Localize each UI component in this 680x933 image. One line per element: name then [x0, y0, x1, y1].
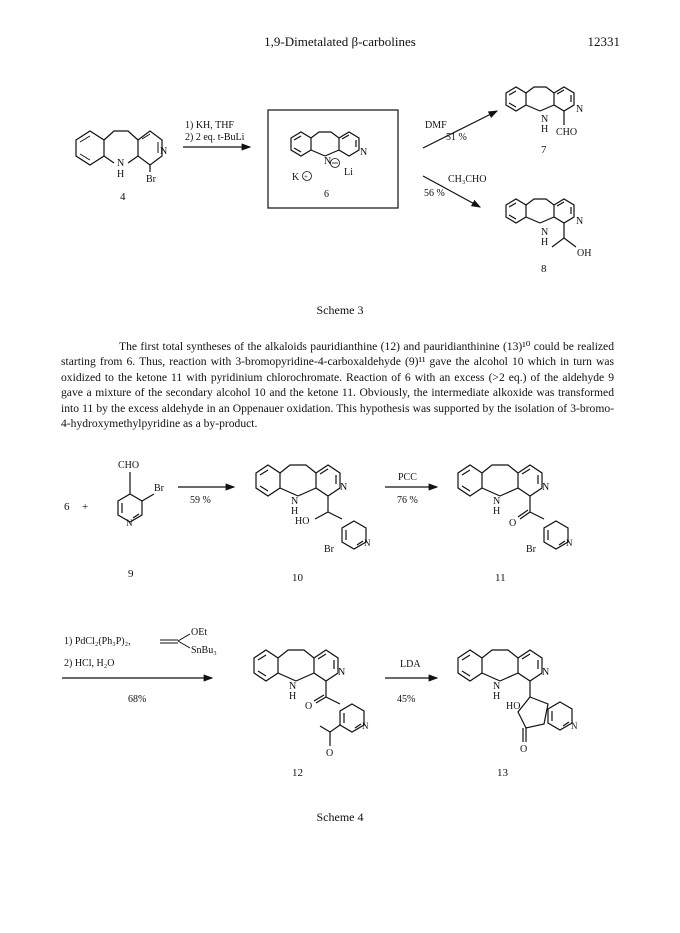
reagent-pcc: PCC: [398, 472, 417, 483]
yield: 51 %: [446, 132, 467, 143]
atom-h: H: [541, 237, 549, 248]
group-snbu3: SnBu₃: [191, 645, 217, 656]
atom-li: Li: [344, 167, 353, 178]
compound-label-7: 7: [541, 144, 547, 156]
scheme-4-caption: Scheme 4: [316, 810, 364, 824]
atom-n: N: [493, 681, 501, 692]
atom-h: H: [541, 124, 549, 135]
atom-o: O: [305, 701, 313, 712]
atom-n: N: [566, 538, 573, 548]
scheme-3-caption: Scheme 3: [316, 303, 364, 317]
reagent-dmf: DMF: [425, 120, 447, 131]
atom-n: N: [360, 147, 368, 158]
page-number: 12331: [587, 34, 620, 49]
compound-label-10: 10: [292, 572, 303, 584]
atom-n: N: [340, 482, 348, 493]
atom-o: O: [326, 748, 334, 759]
scheme-4: [0, 440, 680, 800]
atom-o: O: [509, 518, 517, 529]
atom-n: N: [324, 156, 332, 167]
group-cho: CHO: [118, 460, 140, 471]
atom-n: N: [576, 216, 584, 227]
group-oet: OEt: [191, 627, 208, 638]
atom-n: N: [291, 496, 299, 507]
atom-br: Br: [154, 483, 164, 494]
atom-h: H: [493, 691, 501, 702]
yield: 68%: [128, 694, 147, 705]
atom-n: N: [160, 146, 168, 157]
scheme-3: [0, 0, 680, 305]
group-cho: CHO: [556, 127, 578, 138]
atom-k: K: [292, 172, 300, 183]
atom-h: H: [289, 691, 297, 702]
atom-br: Br: [324, 544, 334, 555]
atom-h: H: [291, 506, 299, 517]
atom-n: N: [541, 114, 549, 125]
compound-label-11: 11: [495, 572, 506, 584]
reagent-line: 2) 2 eq. t-BuLi: [185, 132, 245, 143]
atom-ho: HO: [295, 516, 310, 527]
atom-h: H: [493, 506, 501, 517]
atom-n: N: [364, 538, 371, 548]
atom-n: N: [362, 721, 369, 731]
compound-label-12: 12: [292, 767, 303, 779]
atom-n: N: [576, 104, 584, 115]
yield: 45%: [397, 694, 416, 705]
atom-n: N: [117, 158, 125, 169]
compound-label-6: 6: [64, 501, 70, 513]
yield: 56 %: [424, 188, 445, 199]
compound-label-9: 9: [128, 568, 134, 580]
plus-sign: +: [304, 173, 308, 181]
atom-br: Br: [526, 544, 536, 555]
plus-sign: +: [82, 501, 89, 513]
atom-n: N: [542, 482, 550, 493]
atom-n: N: [126, 518, 133, 528]
compound-label-4: 4: [120, 191, 126, 203]
atom-n: N: [542, 667, 550, 678]
yield: 76 %: [397, 495, 418, 506]
atom-n: N: [493, 496, 501, 507]
reagent-acetaldehyde: CH₃CHO: [448, 174, 487, 185]
yield: 59 %: [190, 495, 211, 506]
atom-n: N: [289, 681, 297, 692]
atom-h: H: [117, 169, 125, 180]
reagent-lda: LDA: [400, 659, 421, 670]
reagent-line: 1) KH, THF: [185, 120, 234, 131]
atom-br: Br: [146, 174, 156, 185]
atom-o: O: [520, 744, 528, 755]
atom-ho: HO: [506, 701, 521, 712]
reagent-line: 1) PdCl₂(Ph₃P)₂,: [64, 636, 131, 647]
compound-label-6: 6: [324, 189, 329, 200]
group-oh: OH: [577, 248, 592, 259]
compound-label-13: 13: [497, 767, 508, 779]
atom-n: N: [338, 667, 346, 678]
atom-n: N: [541, 227, 549, 238]
reagent-line: 2) HCl, H₂O: [64, 658, 115, 669]
running-title: 1,9-Dimetalated β-carbolines: [264, 34, 416, 49]
body-paragraph: The first total syntheses of the alkaloids pauridianthine (12) and pauridianthinine (13)¹⁰ could be realized starting from 6. Thus, reaction with 3-bromopyridine-4-carboxaldehyde (9)¹¹ gave the alcohol 10 which in turn was oxidized to the ketone 11 with pyridinium chlorochromate. Reaction of 6 with an excess (>2 eq.) of the aldehyde 9 gave a mixture of the secondary alcohol 10 and the ketone 11. Obviously, the intermediate alkoxide was transformed into 11 by the excess aldehyde in an Oppenauer oxidation. This hypothesis was supported by the isolation of 3-bromo-4-hydroxymethylpyridine as a by-product.: [61, 340, 614, 431]
compound-label-8: 8: [541, 263, 547, 275]
atom-n: N: [571, 721, 578, 731]
